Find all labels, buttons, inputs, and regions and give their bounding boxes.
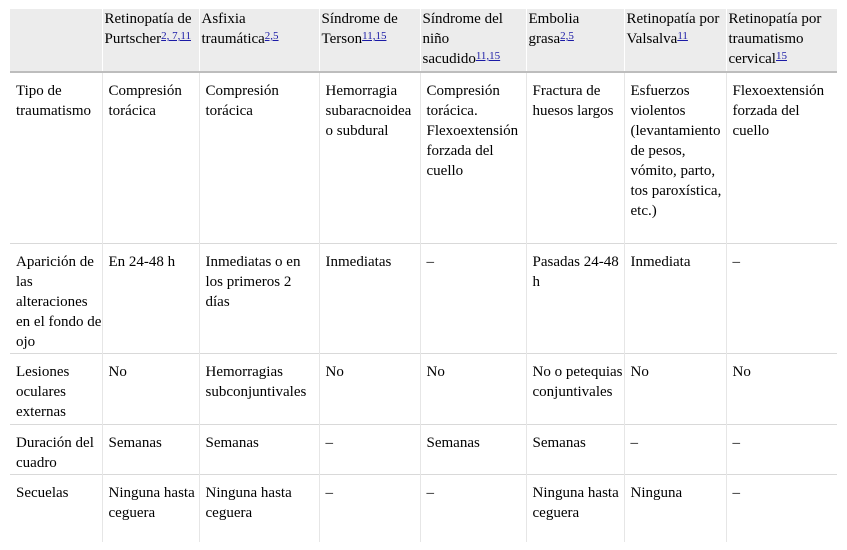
row-label: Aparición de las alteraciones en el fondo de ojo [10,243,102,353]
header-label: Síndrome de Terson [321,11,398,47]
table-row [10,474,837,542]
table-row [10,353,837,424]
table-cell: – [624,424,726,474]
header-corner [10,9,102,72]
header-label: Retinopatía por Valsalva [626,11,720,47]
table-cell: Compresión torácica [102,72,199,243]
header-label: Síndrome del niño sacudido [422,11,503,67]
table-cell: Hemorragia subaracnoidea o subdural [319,72,420,243]
table-cell: Esfuerzos violentos (levantamiento de pesos, vómito, parto, tos paroxística, etc.) [624,72,726,243]
table-cell: No [102,353,199,424]
table-cell: – [726,474,837,542]
table-cell: Ninguna hasta ceguera [102,474,199,542]
header-label: Retinopatía de Purtscher [104,11,192,47]
header-label: Embolia grasa [528,11,580,47]
table-cell: Inmediatas [319,243,420,353]
table-cell: Flexoextensión forzada del cuello [726,72,837,243]
header-embolia-grasa [526,9,624,72]
table-row [10,424,837,474]
table-cell: En 24-48 h [102,243,199,353]
table-cell: Ninguna hasta ceguera [199,474,319,542]
table-cell: No [726,353,837,424]
table-cell: Semanas [420,424,526,474]
reference-link[interactable]: 2,5 [560,30,574,42]
table-cell: Compresión torácica. Flexoextensión forzada del cuello [420,72,526,243]
reference-link[interactable]: 2,5 [264,30,279,42]
header-nino-sacudido [420,9,526,72]
header-terson [319,9,420,72]
row-label: Duración del cuadro [10,424,102,474]
header-cervical [726,9,837,72]
table-cell: Ninguna hasta ceguera [526,474,624,542]
table-cell: – [726,424,837,474]
table-cell: Inmediata [624,243,726,353]
table-cell: Inmediatas o en los primeros 2 días [199,243,319,353]
header-label: Retinopatía por traumatismo cervical [728,11,822,67]
table-cell: Pasadas 24-48 h [526,243,624,353]
reference-link[interactable]: 2, 7,11 [161,30,191,42]
table-cell: – [420,243,526,353]
header-purtscher [102,9,199,72]
table-cell: Semanas [526,424,624,474]
table-cell: Fractura de huesos largos [526,72,624,243]
header-label: Asfixia traumática [201,11,265,47]
table-cell: – [420,474,526,542]
reference-link[interactable]: 11,15 [362,30,387,42]
row-label: Lesiones oculares externas [10,353,102,424]
table-cell: No [319,353,420,424]
header-valsalva [624,9,726,72]
row-label: Tipo de traumatismo [10,72,102,243]
table-cell: – [726,243,837,353]
table-row [10,243,837,353]
comparison-table [10,9,837,542]
header-asfixia [199,9,319,72]
table-cell: No [624,353,726,424]
reference-link[interactable]: 11 [677,30,688,42]
table-cell: Semanas [102,424,199,474]
table-cell: No o petequias conjuntivales [526,353,624,424]
table-cell: Hemorragias subconjuntivales [199,353,319,424]
table-cell: – [319,474,420,542]
table-row [10,72,837,243]
reference-link[interactable]: 15 [775,50,787,62]
reference-link[interactable]: 11,15 [475,50,501,62]
header-row [10,9,837,72]
table-cell: No [420,353,526,424]
table-cell: Ninguna [624,474,726,542]
table-cell: Compresión torácica [199,72,319,243]
row-label: Secuelas [10,474,102,542]
table-cell: Semanas [199,424,319,474]
table-cell: – [319,424,420,474]
